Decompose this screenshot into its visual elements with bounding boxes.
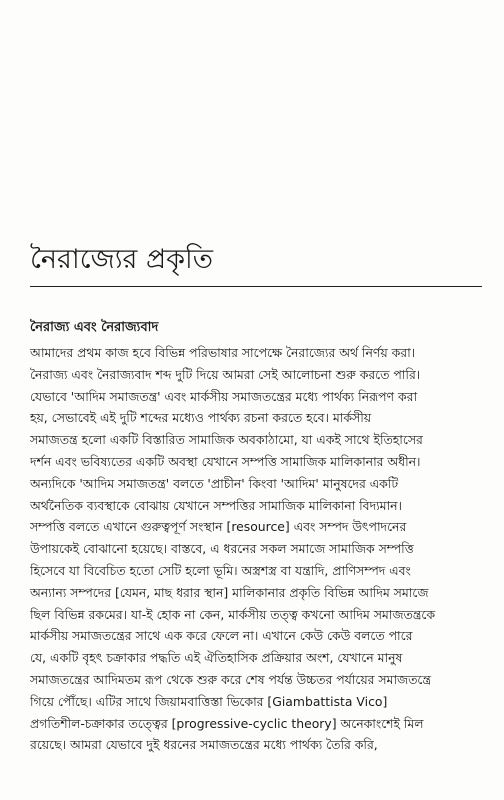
body-line: হয়, সেভাবেই এই দুটি শব্দের মধ্যেও পার্থক্য রচনা করতে হবে। মার্কসীয় [30,410,372,426]
body-line: ছিল বিভিন্ন রকমের। যা-ই হোক না কেন, মার্কসীয় তত্ত্ব কখনো আদিম সমাজতন্ত্রকে [30,606,435,622]
body-line: যে, একটি বৃহৎ চক্রাকার পদ্ধতি এই ঐতিহাসিক প্রক্রিয়ার অংশ, যেখানে মানুষ [30,650,403,666]
body-line: অর্থনৈতিক ব্যবস্থাকে বোঝায় যেখানে সম্পত্তির সামাজিক মালিকানা বিদ্যমান। [30,497,402,513]
body-line: অন্যান্য সম্পদের [যেমন, মাছ ধরার স্থান] মালিকানার প্রকৃতি বিভিন্ন আদিম সমাজে [30,584,429,600]
body-line: সমাজতন্ত্র হলো একটি বিস্তারিত সামাজিক অবকাঠামো, যা একই সাথে ইতিহাসের [30,432,423,448]
body-line: দর্শন এবং ভবিষ্যতের একটি অবস্থা যেখানে সম্পত্তি সামাজিক মালিকানার অধীন। [30,453,421,469]
body-line: আমাদের প্রথম কাজ হবে বিভিন্ন পরিভাষার সাপেক্ষে নৈরাজ্যের অর্থ নির্ণয় করা। [30,345,416,360]
chapter-title: নৈরাজ্যের প্রকৃতি [30,244,214,275]
body-line: গিয়ে পৌঁছে। এটির সাথে জিয়ামবাত্তিস্তা ভিকোর [Giambattista Vico] [30,693,388,709]
body-line: প্রগতিশীল-চক্রাকার তত্ত্বের [progressive-cyclic theory] অনেকাংশেই মিল [30,715,424,731]
body-line: রয়েছে। আমরা যেভাবে দুই ধরনের সমাজতন্ত্রের মধ্যে পার্থক্য তৈরি করি, [30,737,378,753]
body-line: যেভাবে 'আদিম সমাজতন্ত্র' এবং মার্কসীয় সমাজতন্ত্রের মধ্যে পার্থক্য নিরূপণ করা [30,388,418,404]
title-underline [30,286,482,287]
body-text [30,342,482,756]
body-line: অন্যদিকে 'আদিম সমাজতন্ত্র' বলতে 'প্রাচীন' কিংবা 'আদিম' মানুষদের একটি [30,475,399,491]
body-line: সম্পত্তি বলতে এখানে গুরুত্বপূর্ণ সংস্থান [resource] এবং সম্পদ উৎপাদনের [30,519,407,535]
body-line: হিসেবে যা বিবেচিত হতো সেটি হলো ভূমি। অস্ত্রশস্ত্র বা যন্ত্রাদি, প্রাণিসম্পদ এবং [30,562,411,578]
body-line: মার্কসীয় সমাজতন্ত্রের সাথে এক করে ফেলে না। এখানে কেউ কেউ বলতে পারে [30,628,413,644]
body-line: নৈরাজ্য এবং নৈরাজ্যবাদ শব্দ দুটি দিয়ে আমরা সেই আলোচনা শুরু করতে পারি। [30,366,421,382]
body-line: সমাজতন্ত্রের আদিমতম রূপ থেকে শুরু করে শেষ পর্যন্ত উচ্চতর পর্যায়ের সমাজতন্ত্রে [30,671,432,687]
body-line: উপায়কেই বোঝানো হয়েছে। বাস্তবে, এ ধরনের সকল সমাজে সামাজিক সম্পত্তি [30,541,414,557]
section-heading: নৈরাজ্য এবং নৈরাজ্যবাদ [30,320,159,335]
